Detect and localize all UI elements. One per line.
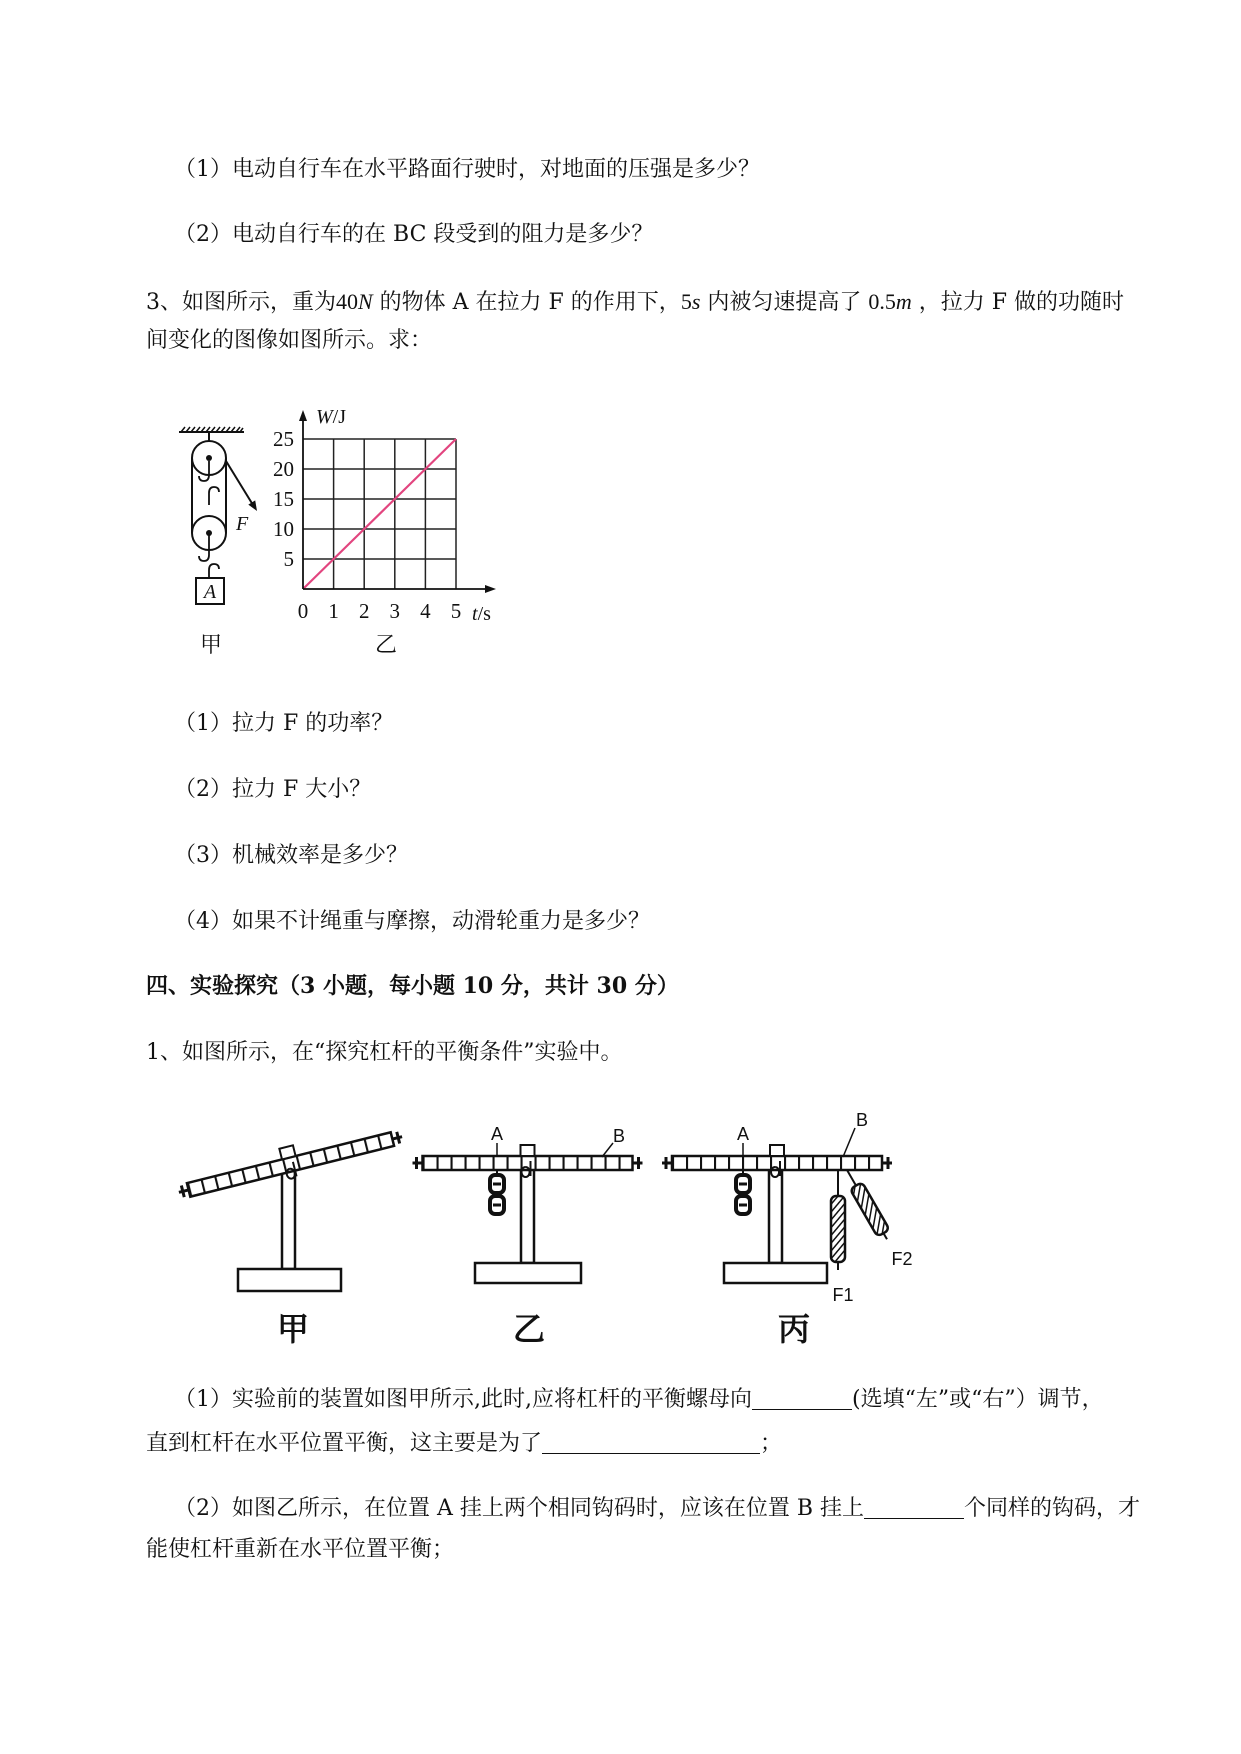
stem-text: ，拉力 F 做的功随时 [911, 290, 1125, 315]
experiment-sub-1-line-2 [146, 1429, 782, 1459]
lever-base [724, 1263, 827, 1283]
spring-scale-angled [841, 1167, 893, 1243]
figure-caption: 甲 [276, 1310, 310, 1348]
x-axis-label: t/s [472, 603, 491, 625]
s-hook [199, 533, 219, 578]
position-label-b: B [612, 1126, 626, 1146]
answer-blank [542, 1431, 760, 1454]
force-label: F [236, 513, 249, 535]
quantity-value: 5 [680, 289, 692, 314]
lever-base [475, 1263, 581, 1283]
stem-text: 内被匀速提高了 [700, 290, 869, 315]
experiment-sub-2-line-1 [174, 1494, 1140, 1524]
x-tick-label: 4 [420, 599, 431, 623]
y-axis-label: W/J [316, 406, 347, 428]
figure-caption: 乙 [374, 633, 397, 658]
figure-caption: 丙 [777, 1310, 811, 1348]
sub-question: （4）如果不计绳重与摩擦，动滑轮重力是多少？ [174, 909, 650, 934]
spring-scale-vertical [831, 1170, 845, 1270]
figure-caption: 甲 [199, 633, 222, 658]
sub-question-text: 个同样的钩码，才 [964, 1496, 1141, 1521]
sub-question-text: ； [760, 1431, 783, 1456]
plot-layer [273, 406, 491, 625]
lever-stand [521, 1163, 534, 1263]
sub-question-text: （1）实验前的装置如图甲所示,此时,应将杠杆的平衡螺母向 [174, 1387, 752, 1412]
sub-question-text: (选填“左”或“右”）调节， [852, 1387, 1104, 1412]
stem-text: 的物体 A 在拉力 F 的作用下， [372, 290, 681, 315]
stem-text: 3、如图所示，重为 [146, 290, 336, 315]
unit-symbol: N [358, 289, 373, 314]
force-label-f2: F2 [891, 1249, 913, 1269]
lever-stand [769, 1163, 782, 1263]
lever-setup-jia [175, 1119, 406, 1348]
y-tick-label: 5 [283, 547, 294, 571]
sub-question: （1）拉力 F 的功率？ [174, 711, 394, 736]
y-tick-label: 25 [273, 427, 294, 451]
lever-setup-bing [662, 1110, 913, 1348]
section-heading: 四、实验探究（3 小题，每小题 10 分，共计 30 分） [146, 973, 679, 999]
x-tick-label: 1 [328, 599, 339, 623]
x-tick-label: 3 [389, 599, 401, 623]
lever-setup-yi [413, 1124, 643, 1348]
question-text: （1）电动自行车在水平路面行驶时，对地面的压强是多少？ [174, 157, 760, 182]
question-3-stem-line-2: 间变化的图像如图所示。求： [146, 328, 433, 353]
quantity-value: 40 [336, 289, 358, 314]
hooked-weights [736, 1170, 750, 1214]
lever-figure [170, 1105, 930, 1350]
answer-blank [752, 1387, 852, 1410]
question-3-stem-line-1 [146, 287, 1124, 318]
series-line [303, 439, 456, 589]
experiment-sub-1-line-1 [174, 1385, 1104, 1415]
s-hook [199, 461, 219, 505]
unit-symbol: s [691, 289, 701, 314]
position-label-b: B [855, 1110, 869, 1130]
sub-question-text: （2）如图乙所示，在位置 A 挂上两个相同钩码时，应该在位置 B 挂上 [174, 1496, 865, 1521]
quantity-value: 0.5 [868, 289, 896, 314]
experiment-sub-2-line-2: 能使杠杆重新在水平位置平衡； [146, 1537, 455, 1562]
x-axis [303, 585, 496, 593]
unit-symbol: m [895, 289, 912, 314]
y-tick-label: 20 [273, 457, 294, 481]
x-tick-label: 2 [358, 599, 370, 623]
force-label-f1: F1 [832, 1285, 854, 1305]
sub-question-text: 直到杠杆在水平位置平衡，这主要是为了 [146, 1431, 543, 1456]
x-tick-label: 5 [450, 599, 462, 623]
sub-question: （3）机械效率是多少？ [174, 843, 408, 868]
hooked-weights [490, 1170, 504, 1214]
experiment-stem: 1、如图所示，在“探究杠杆的平衡条件”实验中。 [146, 1040, 623, 1065]
figure-caption: 乙 [512, 1310, 546, 1348]
work-time-chart [250, 400, 510, 630]
answer-blank [864, 1496, 964, 1519]
position-label-a: A [736, 1124, 750, 1144]
position-label-a: A [490, 1124, 504, 1144]
y-tick-label: 15 [273, 487, 294, 511]
ceiling [179, 427, 244, 432]
leader-line [843, 1128, 855, 1157]
lever-base [238, 1269, 341, 1291]
question-text: （2）电动自行车的在 BC 段受到的阻力是多少？ [174, 222, 654, 247]
x-tick-label: 0 [297, 599, 309, 623]
block-label: A [203, 581, 217, 603]
sub-question: （2）拉力 F 大小？ [174, 777, 372, 802]
y-tick-label: 10 [273, 517, 294, 541]
